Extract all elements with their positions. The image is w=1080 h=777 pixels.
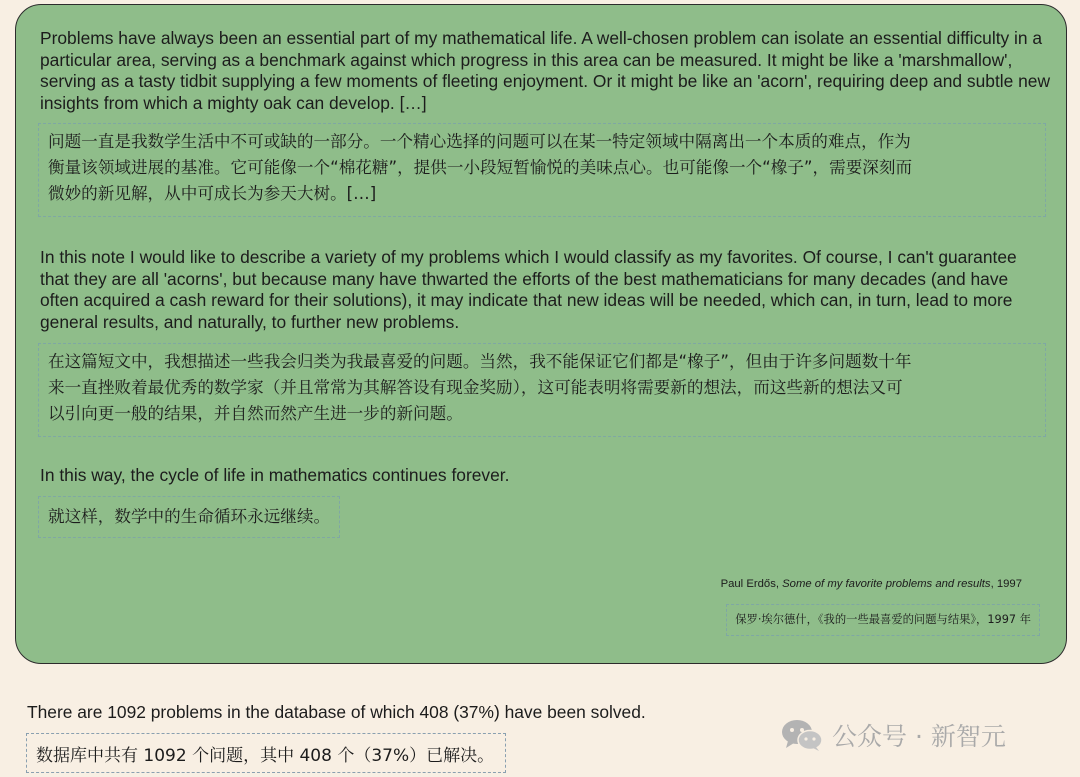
zh-line: 微妙的新见解，从中可成长为参天大树。[…] [48,184,377,203]
zh-line: 问题一直是我数学生活中不可或缺的一部分。一个精心选择的问题可以在某一特定领域中隔离出一个本质的难点，作为 [48,132,911,151]
quote-paragraph-1-en: Problems have always been an essential part of my mathematical life. A well-chosen problem can isolate an essential difficulty in a particular area, serving as a benchmark against which progress in this area can be measured. It might be like a 'marshmallow', serving as a tasty tidbit supplying a few moments of fleeting enjoyment. Or it might be like an 'acorn', requiring deep and subtle new insights from which a mighty oak can develop. […] [40,28,1051,113]
attribution-zh: 保罗·埃尔德什，《我的一些最喜爱的问题与结果》，1997 年 [726,604,1040,636]
attribution-author: Paul Erdős, [720,578,783,590]
zh-line: 在这篇短文中，我想描述一些我会归类为我最喜爱的问题。当然，我不能保证它们都是“橡子”，但由于许多问题数十年 [48,352,912,371]
watermark [780,717,1006,753]
wechat-icon [780,718,824,752]
zh-line: 衡量该领域进展的基准。它可能像一个“棉花糖”，提供一小段短暂愉悦的美味点心。也可能像一个“橡子”，需要深刻而 [48,158,913,177]
zh-line: 来一直挫败着最优秀的数学家（并且常常为其解答设有现金奖励），这可能表明将需要新的想法，而这些新的想法又可 [48,378,903,397]
quote-card [15,4,1067,664]
attribution-year: , 1997 [990,578,1022,590]
zh-line: 以引向更一般的结果，并自然而然产生进一步的新问题。 [48,404,463,423]
quote-paragraph-3-zh: 就这样，数学中的生命循环永远继续。 [38,496,340,538]
attribution-en [721,578,1022,590]
watermark-text: 公众号 · 新智元 [832,722,1006,751]
quote-paragraph-3-en: In this way, the cycle of life in mathematics continues forever. [40,465,510,485]
attribution-work-title: Some of my favorite problems and results [782,578,991,590]
quote-paragraph-2-en: In this note I would like to describe a variety of my problems which I would classify as my favorites. Of course, I can't guarantee that they are all 'acorns', but because many have thwarted the efforts of the best mathematicians for many decades (and have often acquired a cash reward for their solutions), it may indicate that new ideas will be needed, which can, in turn, lead to more general results, and naturally, to further new problems. [40,247,1017,332]
stats-summary-en: There are 1092 problems in the database of which 408 (37%) have been solved. [27,702,646,722]
quote-paragraph-1-zh [38,123,1046,217]
quote-paragraph-2-zh [38,343,1046,437]
stats-summary-zh: 数据库中共有 1092 个问题，其中 408 个（37%）已解决。 [26,733,506,773]
